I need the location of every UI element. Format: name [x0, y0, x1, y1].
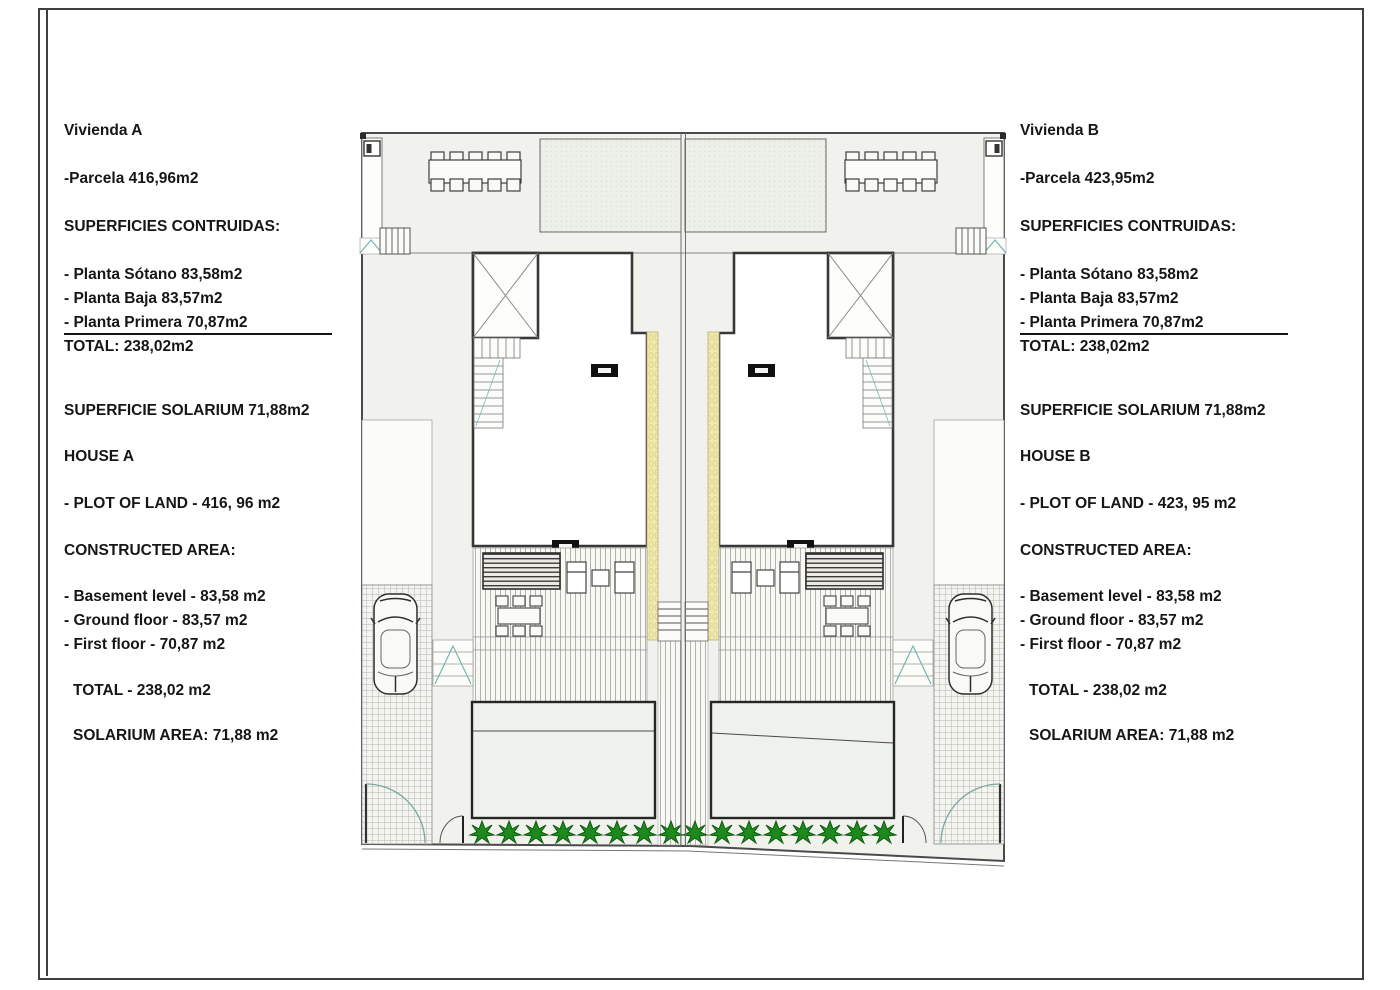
- house-a-spec-panel: [64, 116, 364, 776]
- ac-unit-icon: [364, 141, 380, 156]
- ac-unit-icon-glyph: [367, 144, 372, 153]
- house-a-total: TOTAL: 238,02m2: [64, 338, 194, 355]
- house-a-solarium-area: SOLARIUM AREA: 71,88 m2: [73, 727, 279, 744]
- house-b-ground-floor: - Ground floor - 83,57 m2: [1020, 612, 1204, 629]
- skylight-x-room: [473, 253, 538, 338]
- house-b-spec-panel: [1020, 116, 1320, 776]
- house-b-superficie-solarium: SUPERFICIE SOLARIUM 71,88m2: [1020, 402, 1266, 419]
- house-b-constructed-heading: CONSTRUCTED AREA:: [1020, 542, 1192, 559]
- house-a-first-floor: - First floor - 70,87 m2: [64, 636, 226, 653]
- site-outline: [362, 133, 1004, 861]
- deck-center-strip: [658, 640, 681, 845]
- swimming-pool: [472, 702, 655, 818]
- house-b-total: TOTAL: 238,02m2: [1020, 338, 1150, 355]
- central-garden-stairs: [658, 602, 681, 641]
- house-a-plot-of-land: - PLOT OF LAND - 416, 96 m2: [64, 495, 281, 512]
- room-label-chip: [591, 364, 618, 377]
- roof-terrace-hatch: [540, 139, 681, 232]
- house-b-superficies-heading: SUPERFICIES CONTRUIDAS:: [1020, 218, 1237, 235]
- house-a-planta-primera: - Planta Primera 70,87m2: [64, 314, 332, 335]
- house-b-planta-baja: - Planta Baja 83,57m2: [1020, 290, 1179, 307]
- house-a-ground-floor: - Ground floor - 83,57 m2: [64, 612, 248, 629]
- house-b-planta-primera: - Planta Primera 70,87m2: [1020, 314, 1288, 335]
- driveway-ramp: [433, 640, 473, 686]
- house-a-parcela: -Parcela 416,96m2: [64, 170, 199, 187]
- deck-walkway-band: [473, 637, 647, 650]
- party-wall-insulation: [647, 332, 658, 640]
- house-b-planta-sotano: - Planta Sótano 83,58m2: [1020, 266, 1199, 283]
- site-plan-area: [352, 125, 1016, 887]
- corner-tick: [360, 133, 366, 139]
- house-b-first-floor: - First floor - 70,87 m2: [1020, 636, 1182, 653]
- house-a-heading-en: HOUSE A: [64, 448, 135, 465]
- house-b-plot-of-land: - PLOT OF LAND - 423, 95 m2: [1020, 495, 1237, 512]
- house-b-heading-en: HOUSE B: [1020, 448, 1091, 465]
- house-b-total-en: TOTAL - 238,02 m2: [1029, 682, 1167, 699]
- house-a-title: Vivienda A: [64, 122, 143, 139]
- page-border-inner-left: [46, 8, 48, 976]
- house-a-planta-sotano: - Planta Sótano 83,58m2: [64, 266, 243, 283]
- garden-dining-set: [496, 596, 542, 636]
- house-b-basement: - Basement level - 83,58 m2: [1020, 588, 1222, 605]
- roof-dining-set: [429, 152, 521, 191]
- house-a-basement: - Basement level - 83,58 m2: [64, 588, 266, 605]
- house-b-solarium-area: SOLARIUM AREA: 71,88 m2: [1029, 727, 1235, 744]
- house-a-total-en: TOTAL - 238,02 m2: [73, 682, 211, 699]
- house-a-planta-baja: - Planta Baja 83,57m2: [64, 290, 223, 307]
- house-a-constructed-heading: CONSTRUCTED AREA:: [64, 542, 236, 559]
- pergola-slats: [483, 553, 560, 589]
- house-a-superficie-solarium: SUPERFICIE SOLARIUM 71,88m2: [64, 402, 310, 419]
- house-a-superficies-heading: SUPERFICIES CONTRUIDAS:: [64, 218, 281, 235]
- driveway-lane: [362, 420, 432, 585]
- car: [371, 594, 420, 694]
- deck-lower: [473, 650, 647, 702]
- house-b-parcela: -Parcela 423,95m2: [1020, 170, 1155, 187]
- house-b-title: Vivienda B: [1020, 122, 1099, 139]
- site-plan-drawing: [352, 125, 1016, 887]
